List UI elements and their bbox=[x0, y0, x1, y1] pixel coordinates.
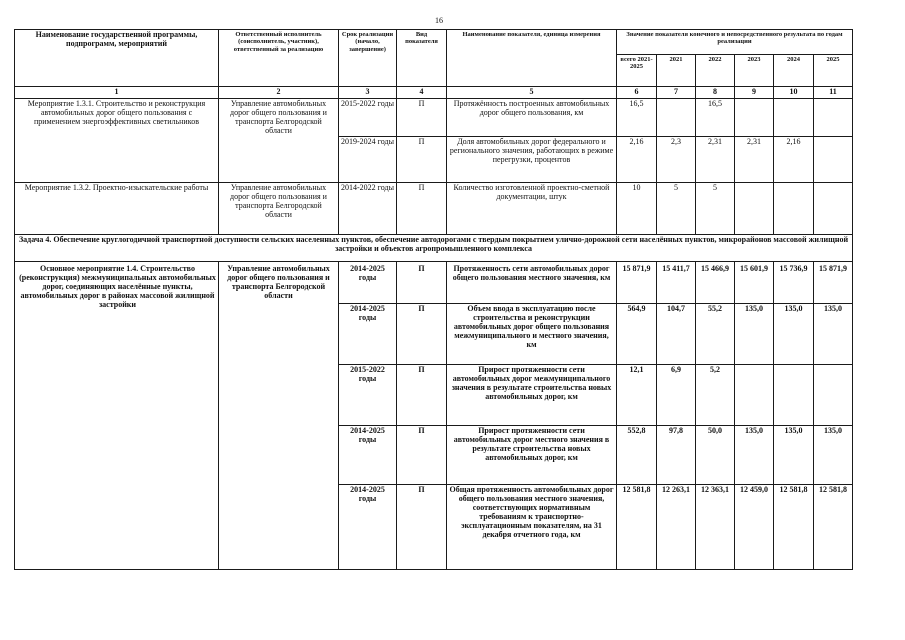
column-number: 1 bbox=[15, 87, 219, 99]
column-number: 6 bbox=[617, 87, 657, 99]
column-number: 9 bbox=[735, 87, 774, 99]
header-year: 2024 bbox=[774, 55, 814, 87]
value-cell: 15 601,9 bbox=[735, 261, 774, 303]
value-cell: 135,0 bbox=[774, 425, 814, 484]
indicator-name-cell: Прирост протяженности сети автомобильных дорог межмуниципального значения в результате строительства новых автомобильных дорог, км bbox=[447, 364, 617, 425]
value-cell bbox=[774, 98, 814, 136]
value-cell: 2,31 bbox=[735, 136, 774, 182]
header-period: Срок реализации (начало, завершение) bbox=[339, 30, 397, 87]
value-cell: 55,2 bbox=[696, 303, 735, 364]
indicator-name-cell: Объем ввода в эксплуатацию после строительства и реконструкции автомобильных дорог общего пользования межмуниципального и местного значения, км bbox=[447, 303, 617, 364]
value-cell: 104,7 bbox=[657, 303, 696, 364]
value-cell: 5 bbox=[657, 182, 696, 234]
value-cell: 2,3 bbox=[657, 136, 696, 182]
value-cell: 50,0 bbox=[696, 425, 735, 484]
value-cell: 2,16 bbox=[774, 136, 814, 182]
column-number: 4 bbox=[397, 87, 447, 99]
value-cell: 12 581,8 bbox=[617, 484, 657, 569]
header-program-name: Наименование государственной программы, подпрограмм, мероприятий bbox=[15, 30, 219, 87]
value-cell: 135,0 bbox=[735, 303, 774, 364]
value-cell bbox=[774, 364, 814, 425]
value-cell: 135,0 bbox=[735, 425, 774, 484]
indicator-kind-cell: П bbox=[397, 136, 447, 182]
period-cell: 2014-2025 годы bbox=[339, 303, 397, 364]
table-row bbox=[15, 182, 853, 234]
page-number: 16 bbox=[435, 16, 443, 25]
column-number: 7 bbox=[657, 87, 696, 99]
value-cell bbox=[814, 182, 853, 234]
value-cell bbox=[814, 98, 853, 136]
value-cell: 15 411,7 bbox=[657, 261, 696, 303]
column-number: 11 bbox=[814, 87, 853, 99]
value-cell: 564,9 bbox=[617, 303, 657, 364]
period-cell: 2015-2022 годы bbox=[339, 98, 397, 136]
indicator-kind-cell: П bbox=[397, 364, 447, 425]
value-cell: 12 581,8 bbox=[774, 484, 814, 569]
task-row bbox=[15, 234, 853, 261]
indicator-kind-cell: П bbox=[397, 425, 447, 484]
value-cell bbox=[657, 98, 696, 136]
header-indicator-name: Наименование показателя, единица измерения bbox=[447, 30, 617, 87]
program-item-name: Основное мероприятие 1.4. Строительство (реконструкция) межмуниципальных автомобильных дорог, соединяющих населённые пункты, автомобильных дорог в районах массовой жилищной застройки bbox=[15, 261, 219, 569]
period-cell: 2014-2025 годы bbox=[339, 425, 397, 484]
value-cell bbox=[735, 98, 774, 136]
executor-cell: Управление автомобильных дорог общего пользования и транспорта Белгородской области bbox=[219, 261, 339, 569]
value-cell bbox=[814, 136, 853, 182]
value-cell: 135,0 bbox=[814, 425, 853, 484]
executor-cell: Управление автомобильных дорог общего пользования и транспорта Белгородской области bbox=[219, 182, 339, 234]
value-cell: 2,16 bbox=[617, 136, 657, 182]
value-cell: 15 736,9 bbox=[774, 261, 814, 303]
header-year: 2025 bbox=[814, 55, 853, 87]
period-cell: 2014-2025 годы bbox=[339, 484, 397, 569]
value-cell: 15 871,9 bbox=[617, 261, 657, 303]
value-cell: 12,1 bbox=[617, 364, 657, 425]
value-cell: 6,9 bbox=[657, 364, 696, 425]
header-row bbox=[15, 30, 853, 55]
indicator-name-cell: Общая протяженность автомобильных дорог общего пользования местного значения, соответствующих нормативным требованиям к транспортно-эксплуатационным показателям, на 31 декабря отчетного года, км bbox=[447, 484, 617, 569]
indicator-name-cell: Доля автомобильных дорог федерального и регионального значения, работающих в режиме перегрузки, процентов bbox=[447, 136, 617, 182]
column-number: 5 bbox=[447, 87, 617, 99]
value-cell: 15 466,9 bbox=[696, 261, 735, 303]
indicator-name-cell: Протяженность сети автомобильных дорог общего пользования местного значения, км bbox=[447, 261, 617, 303]
header-year: 2021 bbox=[657, 55, 696, 87]
value-cell: 15 871,9 bbox=[814, 261, 853, 303]
period-cell: 2019-2024 годы bbox=[339, 136, 397, 182]
value-cell: 16,5 bbox=[696, 98, 735, 136]
value-cell: 5,2 bbox=[696, 364, 735, 425]
column-number: 8 bbox=[696, 87, 735, 99]
value-cell bbox=[735, 364, 774, 425]
table-row bbox=[15, 261, 853, 303]
indicator-name-cell: Прирост протяженности сети автомобильных дорог местного значения в результате строительства новых автомобильных дорог, км bbox=[447, 425, 617, 484]
value-cell: 2,31 bbox=[696, 136, 735, 182]
indicator-name-cell: Протяжённость построенных автомобильных дорог общего пользования, км bbox=[447, 98, 617, 136]
column-number-row bbox=[15, 87, 853, 99]
value-cell: 12 263,1 bbox=[657, 484, 696, 569]
indicator-kind-cell: П bbox=[397, 182, 447, 234]
indicator-kind-cell: П bbox=[397, 98, 447, 136]
task-heading: Задача 4. Обеспечение круглогодичной транспортной доступности сельских населенных пунктов, обеспечение автодорогами с твердым покрытием улично-дорожной сети населённых пунктов, микрорайонов массовой жилищной застройки и объектов агропромышленного комплекса bbox=[15, 234, 853, 261]
program-item-name: Мероприятие 1.3.1. Строительство и реконструкция автомобильных дорог общего пользования с применением энергоэффективных светильников bbox=[15, 98, 219, 182]
column-number: 10 bbox=[774, 87, 814, 99]
indicator-kind-cell: П bbox=[397, 303, 447, 364]
header-values-group: Значение показателя конечного и непосредственного результата по годам реализации bbox=[617, 30, 853, 55]
value-cell bbox=[735, 182, 774, 234]
value-cell bbox=[814, 364, 853, 425]
table-row bbox=[15, 98, 853, 136]
period-cell: 2015-2022 годы bbox=[339, 364, 397, 425]
header-year: 2022 bbox=[696, 55, 735, 87]
header-indicator-kind: Вид показателя bbox=[397, 30, 447, 87]
value-cell: 135,0 bbox=[774, 303, 814, 364]
value-cell: 5 bbox=[696, 182, 735, 234]
period-cell: 2014-2022 годы bbox=[339, 182, 397, 234]
value-cell: 97,8 bbox=[657, 425, 696, 484]
header-executor: Ответственный исполнитель (соисполнитель, участник), ответственный за реализацию bbox=[219, 30, 339, 87]
indicators-table bbox=[14, 29, 853, 570]
value-cell bbox=[774, 182, 814, 234]
header-total: всего 2021-2025 bbox=[617, 55, 657, 87]
value-cell: 10 bbox=[617, 182, 657, 234]
value-cell: 135,0 bbox=[814, 303, 853, 364]
header-year: 2023 bbox=[735, 55, 774, 87]
value-cell: 12 581,8 bbox=[814, 484, 853, 569]
value-cell: 12 363,1 bbox=[696, 484, 735, 569]
column-number: 2 bbox=[219, 87, 339, 99]
period-cell: 2014-2025 годы bbox=[339, 261, 397, 303]
executor-cell: Управление автомобильных дорог общего пользования и транспорта Белгородской области bbox=[219, 98, 339, 182]
value-cell: 16,5 bbox=[617, 98, 657, 136]
indicator-name-cell: Количество изготовленной проектно-сметной документации, штук bbox=[447, 182, 617, 234]
program-item-name: Мероприятие 1.3.2. Проектно-изыскательские работы bbox=[15, 182, 219, 234]
column-number: 3 bbox=[339, 87, 397, 99]
value-cell: 12 459,0 bbox=[735, 484, 774, 569]
indicator-kind-cell: П bbox=[397, 484, 447, 569]
value-cell: 552,8 bbox=[617, 425, 657, 484]
indicator-kind-cell: П bbox=[397, 261, 447, 303]
